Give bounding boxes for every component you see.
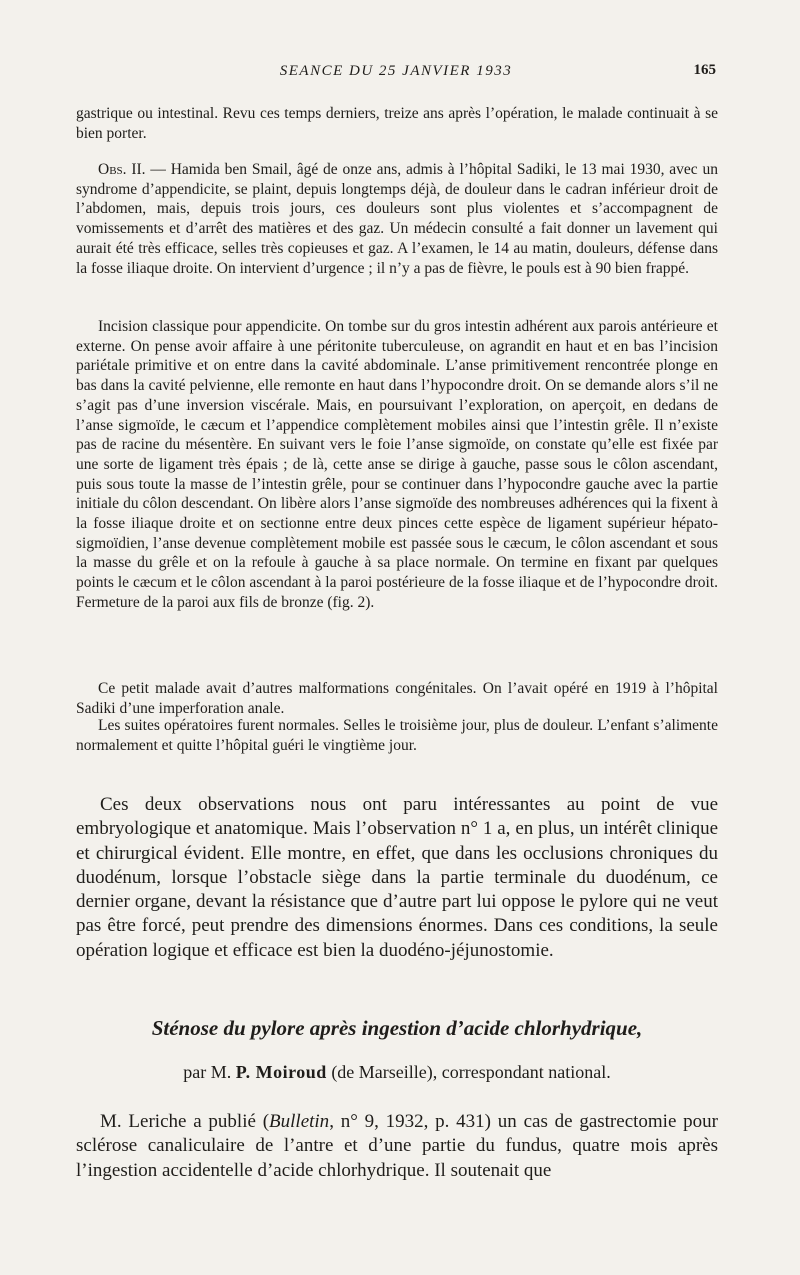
obs2-text: — Hamida ben Smail, âgé de onze ans, admis à l’hôpital Sadiki, le 13 mai 1930, avec un syndrome d’appendicite, se plaint, depuis longtemps déjà, de douleur dans le cadran inférieur droit de l’abdomen, mais, depuis trois jours, ces douleurs sont plus violentes et s’accompagnent de vomissements et d’arrêt des matières et des gaz. Un médecin consulté a fait donner un lavement qui aurait été très efficace, selles très copieuses et gaz. A l’examen, le 14 au matin, douleurs, défense dans la fosse iliaque droite. On intervient d’urgence ; il n’y a pas de fièvre, le pouls est à 90 bien frappé. xyxy=(76,161,718,277)
obs2-paragraph-3: Ce petit malade avait d’autres malformations congénitales. On l’avait opéré en 1919 à l’hôpital Sadiki d’une imperforation anale. xyxy=(76,680,718,717)
obs2-paragraph-2: Incision classique pour appendicite. On tombe sur du gros intestin adhérent aux parois antérieure et externe. On pense avoir affaire à une péritonite tuberculeuse, on agrandit en haut et en bas l’incision pariétale primitive et on entre dans la cavité abdominale. L’anse primitivement rencontrée plonge en bas dans la cavité pelvienne, elle remonte en haut dans l’hypocondre droit. On se demande alors s’il ne s’agit pas d’une inversion viscérale. Mais, en poursuivant l’exploration, on aperçoit, en dedans de l’anse sigmoïde, le cæcum et l’appendice complètement mobiles ainsi que l’intestin grêle. Il n’existe pas de racine du mésentère. En suivant vers le foie l’anse sigmoïde, on constate qu’elle est fixée par une sorte de ligament très épais ; de là, cette anse se dirige à gauche, passe sous le côlon ascendant, puis sous toute la masse de l’intestin grêle, pour se continuer dans l’hypocondre gauche avec la partie initiale du côlon descendant. On libère alors l’anse sigmoïde des nombreuses adhérences qui la fixent à la fosse iliaque droite et on sectionne entre deux pinces cette espèce de ligament supérieur hépato-sigmoïdien, l’anse devenue complètement mobile est passée sous le cæcum, le côlon ascendant et sous la masse du grêle et on la refoule à gauche à sa place normale. On termine en fixant par quelques points le cæcum et le côlon ascendant à la paroi postérieure de la fosse iliaque et de l’hypocondre droit. Fermeture de la paroi aux fils de bronze (fig. 2). xyxy=(76,318,718,611)
article-byline xyxy=(76,1062,718,1083)
obs1-continuation: gastrique ou intestinal. Revu ces temps derniers, treize ans après l’opération, le malade continuait à se bien porter. xyxy=(76,105,718,142)
obs2-paragraph-1 xyxy=(76,160,718,278)
intro-rest: , n° 9, 1932, p. 431) un cas de gastrectomie pour sclérose canaliculaire de l’antre et d’une partie du fundus, quatre mois après l’ingestion accidentelle d’acide chlorhydrique. Il soutenait que xyxy=(76,1111,719,1181)
article-title: Sténose du pylore après ingestion d’acide chlorhydrique, xyxy=(151,1016,643,1040)
byline-prefix: par M. xyxy=(183,1062,236,1082)
obs2-paragraph-4: Les suites opératoires furent normales. Selles le troisième jour, plus de douleur. L’enfant s’alimente normalement et quitte l’hôpital guéri le vingtième jour. xyxy=(76,717,718,754)
author-name: P. Moiroud xyxy=(235,1062,327,1082)
obs2-label: Obs. II. xyxy=(98,161,146,178)
bulletin-reference: Bulletin xyxy=(269,1111,330,1132)
running-title: SEANCE DU 25 JANVIER 1933 xyxy=(279,63,513,79)
page-number: 165 xyxy=(693,62,716,78)
running-header xyxy=(76,60,716,84)
conclusion-paragraph: Ces deux observations nous ont paru intéressantes au point de vue embryologique et anatomique. Mais l’observation n° 1 a, en plus, un intérêt clinique et chirurgical évident. Elle montre, en effet, que dans les occlusions chroniques du duodénum, lorsque l’obstacle siège dans la partie terminale du duodénum, ce dernier organe, devant la résistance que d’autre part lui oppose le pylore qui ne veut pas être forcé, peut prendre des dimensions énormes. Dans ces conditions, la seule opération logique et efficace est bien la duodéno-jéjunostomie. xyxy=(76,794,718,961)
byline-suffix: (de Marseille), correspondant national. xyxy=(326,1062,611,1082)
article-intro-paragraph xyxy=(76,1110,718,1183)
intro-start: M. Leriche a publié ( xyxy=(100,1111,270,1132)
